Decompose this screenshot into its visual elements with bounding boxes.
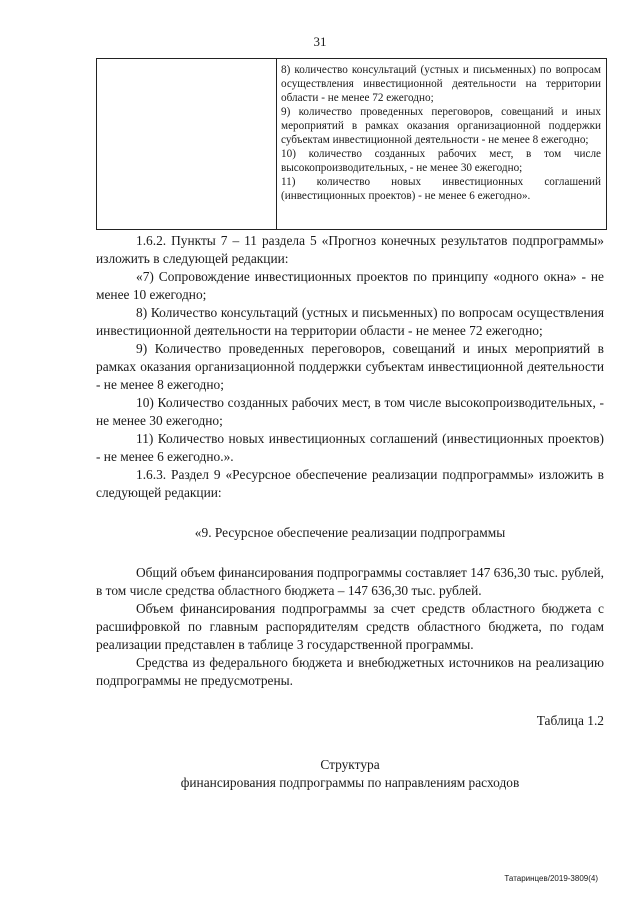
structure-title-line-2: финансирования подпрограммы по направлениям расходов bbox=[180, 775, 520, 790]
paragraph-1-6-3: 1.6.3. Раздел 9 «Ресурсное обеспечение реализации подпрограммы» изложить в следующей редакции: bbox=[96, 467, 604, 500]
footer-document-code: Татаринцев/2019-3809(4) bbox=[504, 874, 598, 883]
paragraph-federal-funds: Средства из федерального бюджета и внебюджетных источников на реализацию подпрограммы не предусмотрены. bbox=[96, 655, 604, 688]
section-heading: «9. Ресурсное обеспечение реализации подпрограммы bbox=[194, 525, 506, 540]
table-item-8: 8) количество консультаций (устных и письменных) по вопросам осуществления инвестиционной деятельности на территории области - не менее 72 ежегодно; bbox=[281, 64, 601, 104]
table-label: Таблица 1.2 bbox=[536, 713, 604, 728]
paragraph-item-9: 9) Количество проведенных переговоров, совещаний и иных мероприятий в рамках оказания организационной поддержки субъектам инвестиционной деятельности - не менее 8 ежегодно; bbox=[96, 341, 604, 392]
document-body bbox=[96, 232, 604, 792]
paragraph-1-6-2: 1.6.2. Пункты 7 – 11 раздела 5 «Прогноз конечных результатов подпрограммы» изложить в следующей редакции: bbox=[96, 233, 604, 266]
table-left-cell bbox=[97, 59, 277, 229]
paragraph-funding-breakdown: Объем финансирования подпрограммы за счет средств областного бюджета с расшифровкой по главным распорядителям средств областного бюджета, по годам реализации представлен в таблице 3 государственной программы. bbox=[96, 601, 604, 652]
paragraph-item-8: 8) Количество консультаций (устных и письменных) по вопросам осуществления инвестиционной деятельности на территории области - не менее 72 ежегодно; bbox=[96, 305, 604, 338]
continuation-table bbox=[96, 58, 607, 230]
structure-title-line-1: Структура bbox=[320, 757, 380, 772]
paragraph-total-funding: Общий объем финансирования подпрограммы составляет 147 636,30 тыс. рублей, в том числе средства областного бюджета – 147 636,30 тыс. рублей. bbox=[96, 565, 604, 598]
table-item-9: 9) количество проведенных переговоров, совещаний и иных мероприятий в рамках оказания организационной поддержки субъектам инвестиционной деятельности - не менее 8 ежегодно; bbox=[281, 106, 601, 146]
paragraph-item-7: «7) Сопровождение инвестиционных проектов по принципу «одного окна» - не менее 10 ежегодно; bbox=[96, 269, 604, 302]
page-number: 31 bbox=[313, 34, 327, 49]
paragraph-item-10: 10) Количество созданных рабочих мест, в том числе высокопроизводительных, - не менее 30 ежегодно; bbox=[96, 395, 604, 428]
paragraph-item-11: 11) Количество новых инвестиционных соглашений (инвестиционных проектов) - не менее 6 ежегодно.». bbox=[96, 431, 604, 464]
table-item-10: 10) количество созданных рабочих мест, в том числе высокопроизводительных, - не менее 30 ежегодно; bbox=[281, 148, 601, 174]
table-right-cell bbox=[281, 63, 601, 203]
table-item-11: 11) количество новых инвестиционных соглашений (инвестиционных проектов) - не менее 6 ежегодно». bbox=[281, 176, 601, 202]
